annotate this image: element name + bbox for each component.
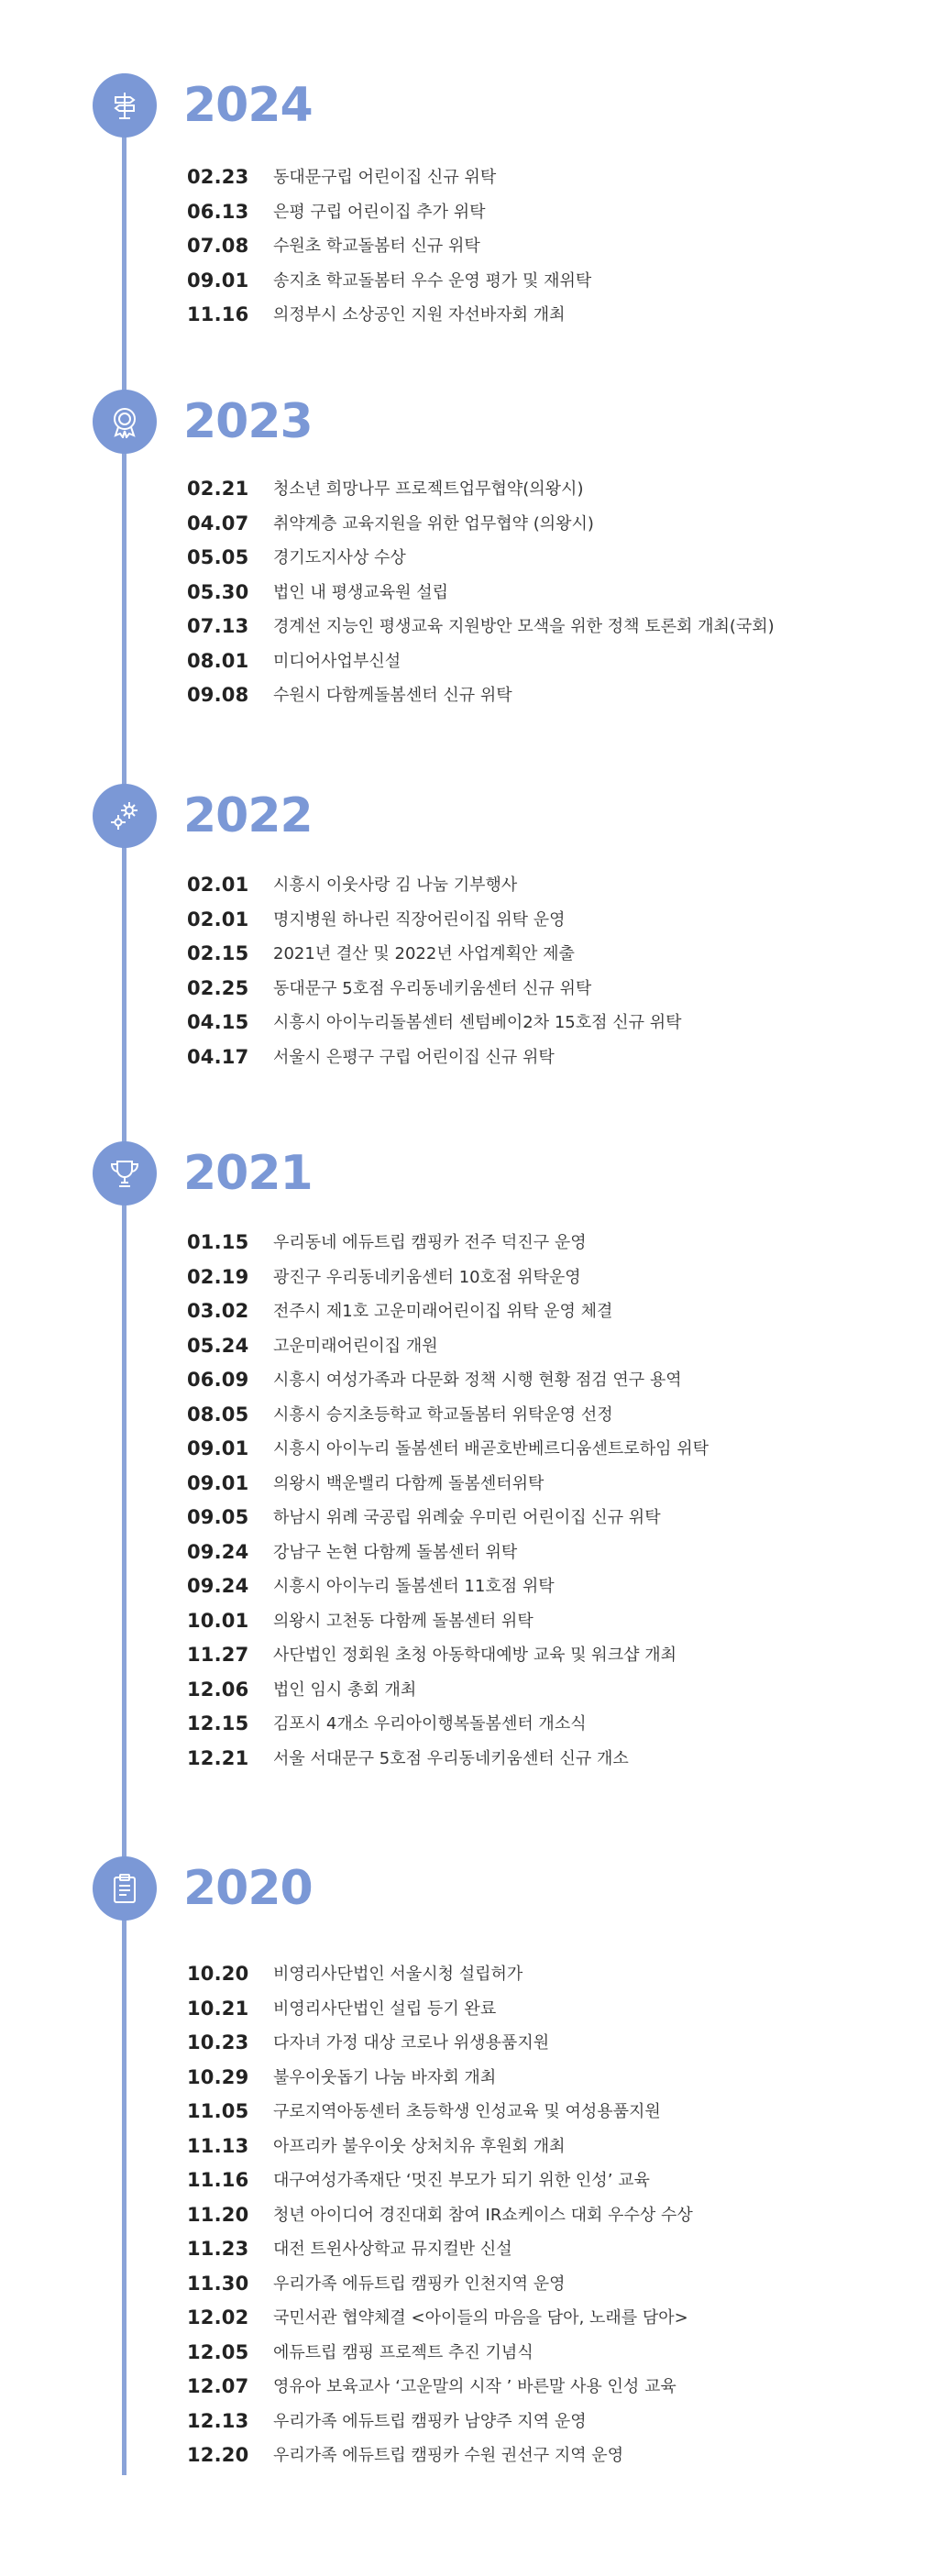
event-description: 송지초 학교돌봄터 우수 운영 평가 및 재위탁 — [273, 270, 592, 291]
event-description: 비영리사단법인 서울시청 설립허가 — [273, 1965, 523, 1984]
year-section-2021 — [0, 1141, 935, 1769]
event-description: 2021년 결산 및 2022년 사업계획안 제출 — [273, 944, 575, 963]
event-date: 11.16 — [187, 303, 249, 325]
event-item — [0, 1398, 935, 1432]
event-date: 07.08 — [187, 235, 249, 257]
event-item — [0, 2267, 935, 2301]
event-description: 다자녀 가정 대상 코로나 위생용품지원 — [273, 2033, 550, 2053]
event-item — [0, 2301, 935, 2335]
event-description: 서울 서대문구 5호점 우리동네키움센터 신규 개소 — [273, 1748, 629, 1768]
event-date: 06.13 — [187, 200, 249, 223]
event-date: 09.01 — [187, 269, 249, 292]
event-date: 09.08 — [187, 684, 249, 706]
year-header — [0, 390, 935, 454]
event-item — [0, 1673, 935, 1707]
event-item — [0, 903, 935, 937]
event-item — [0, 2095, 935, 2129]
event-description: 우리가족 에듀트립 캠핑카 인천지역 운영 — [273, 2273, 566, 2294]
event-description: 비영리사단법인 설립 등기 완료 — [273, 1998, 497, 2019]
event-item — [0, 937, 935, 971]
event-item — [0, 1294, 935, 1328]
year-heading: 2022 — [183, 788, 313, 843]
event-description: 아프리카 불우이웃 상처치유 후원회 개최 — [273, 2136, 566, 2156]
event-date: 11.27 — [187, 1644, 249, 1666]
event-date: 10.29 — [187, 2065, 249, 2088]
event-description: 시흥시 아이누리돌봄센터 센텀베이2차 15호점 신규 위탁 — [273, 1013, 682, 1032]
event-item — [0, 1329, 935, 1363]
year-header — [0, 1141, 935, 1205]
event-item — [0, 868, 935, 902]
year-header — [0, 73, 935, 138]
event-description: 법인 내 평생교육원 설립 — [273, 582, 449, 602]
event-item — [0, 541, 935, 575]
event-item — [0, 195, 935, 229]
event-item — [0, 1536, 935, 1569]
event-description: 고운미래어린이집 개원 — [273, 1336, 438, 1356]
event-date: 12.02 — [187, 2306, 249, 2328]
event-date: 02.19 — [187, 1265, 249, 1288]
event-description: 의왕시 고천동 다함께 돌봄센터 위탁 — [273, 1611, 534, 1631]
event-item — [0, 972, 935, 1006]
event-item — [0, 2026, 935, 2060]
event-date: 11.23 — [187, 2238, 249, 2260]
award-badge-icon — [93, 390, 157, 454]
event-description: 경기도지사상 수상 — [273, 548, 406, 567]
event-item — [0, 298, 935, 332]
event-date: 12.07 — [187, 2375, 249, 2397]
event-date: 09.05 — [187, 1506, 249, 1528]
event-date: 05.05 — [187, 546, 249, 568]
event-description: 동대문구 5호점 우리동네키움센터 신규 위탁 — [273, 978, 592, 998]
event-description: 전주시 제1호 고운미래어린이집 위탁 운영 체결 — [273, 1302, 613, 1321]
event-item — [0, 2370, 935, 2404]
event-description: 국민서관 협약체결 <아이들의 마음을 담아, 노래를 담아> — [273, 2308, 688, 2328]
year-header — [0, 784, 935, 848]
event-date: 04.15 — [187, 1011, 249, 1033]
year-section-2022 — [0, 784, 935, 1068]
event-date: 12.05 — [187, 2340, 249, 2363]
event-description: 시흥시 아이누리 돌봄센터 11호점 위탁 — [273, 1577, 555, 1596]
year-heading: 2023 — [183, 394, 313, 449]
event-description: 시흥시 승지초등학교 학교돌봄터 위탁운영 선정 — [273, 1404, 613, 1425]
event-date: 02.21 — [187, 478, 249, 500]
event-date: 10.20 — [187, 1963, 249, 1985]
event-date: 11.30 — [187, 2272, 249, 2295]
gears-icon — [93, 784, 157, 848]
event-date: 06.09 — [187, 1369, 249, 1391]
event-item — [0, 2232, 935, 2266]
event-item — [0, 2405, 935, 2438]
event-date: 12.21 — [187, 1746, 249, 1769]
trophy-icon — [93, 1141, 157, 1205]
event-item — [0, 1742, 935, 1776]
event-description: 청년 아이디어 경진대회 참여 IR쇼케이스 대회 우수상 수상 — [273, 2205, 693, 2225]
event-description: 우리동네 에듀트립 캠핑카 전주 덕진구 운영 — [273, 1233, 587, 1252]
event-description: 대구여성가족재단 ‘멋진 부모가 되기 위한 인성’ 교육 — [273, 2171, 650, 2190]
event-item — [0, 1957, 935, 1991]
event-item — [0, 160, 935, 194]
event-description: 광진구 우리동네키움센터 10호점 위탁운영 — [273, 1267, 581, 1287]
event-date: 09.01 — [187, 1471, 249, 1494]
year-heading: 2024 — [183, 78, 313, 133]
event-item — [0, 2438, 935, 2472]
year-header — [0, 1856, 935, 1921]
event-description: 에듀트립 캠핑 프로젝트 추진 기념식 — [273, 2342, 534, 2362]
year-heading: 2020 — [183, 1861, 313, 1916]
event-item — [0, 1707, 935, 1741]
event-description: 의왕시 백운밸리 다함께 돌봄센터위탁 — [273, 1473, 544, 1493]
event-description: 시흥시 이웃사랑 김 나눔 기부행사 — [273, 875, 518, 895]
event-item — [0, 1638, 935, 1672]
event-description: 경계선 지능인 평생교육 지원방안 모색을 위한 정책 토론회 개최(국회) — [273, 617, 775, 636]
event-description: 구로지역아동센터 초등학생 인성교육 및 여성용품지원 — [273, 2102, 661, 2121]
event-date: 09.01 — [187, 1437, 249, 1459]
event-description: 하남시 위례 국공립 위례숲 우미린 어린이집 신규 위탁 — [273, 1508, 661, 1527]
event-item — [0, 1467, 935, 1501]
event-item — [0, 1432, 935, 1466]
event-description: 영유아 보육교사 ‘고운말의 시작 ’ 바른말 사용 인성 교육 — [273, 2377, 676, 2396]
event-item — [0, 1604, 935, 1638]
event-description: 미디어사업부신설 — [273, 651, 402, 671]
event-date: 02.25 — [187, 976, 249, 999]
event-description: 명지병원 하나린 직장어린이집 위탁 운영 — [273, 909, 566, 930]
event-description: 취약계층 교육지원을 위한 업무협약 (의왕시) — [273, 513, 594, 534]
event-description: 수원시 다함께돌봄센터 신규 위탁 — [273, 686, 512, 705]
event-description: 의정부시 소상공인 지원 자선바자회 개최 — [273, 305, 566, 325]
event-item — [0, 1226, 935, 1260]
event-date: 11.20 — [187, 2203, 249, 2226]
event-item — [0, 1501, 935, 1535]
event-item — [0, 1569, 935, 1603]
event-date: 02.01 — [187, 874, 249, 896]
event-description: 서울시 은평구 구립 어린이집 신규 위탁 — [273, 1047, 555, 1067]
event-item — [0, 1363, 935, 1397]
event-date: 12.13 — [187, 2409, 249, 2432]
event-item — [0, 264, 935, 298]
event-date: 04.17 — [187, 1045, 249, 1068]
event-description: 김포시 4개소 우리아이행복돌봄센터 개소식 — [273, 1714, 587, 1734]
event-date: 09.24 — [187, 1575, 249, 1597]
event-date: 10.01 — [187, 1609, 249, 1632]
event-description: 불우이웃돕기 나눔 바자회 개최 — [273, 2067, 497, 2087]
event-date: 09.24 — [187, 1540, 249, 1563]
event-date: 04.07 — [187, 512, 249, 534]
event-description: 은평 구립 어린이집 추가 위탁 — [273, 202, 486, 222]
event-description: 법인 임시 총회 개최 — [273, 1679, 417, 1700]
event-date: 05.24 — [187, 1334, 249, 1357]
event-date: 02.23 — [187, 166, 249, 188]
event-date: 03.02 — [187, 1300, 249, 1322]
year-heading: 2021 — [183, 1146, 313, 1201]
event-item — [0, 576, 935, 610]
event-date: 12.20 — [187, 2444, 249, 2466]
event-item — [0, 1260, 935, 1294]
year-section-2020 — [0, 1856, 935, 2466]
event-date: 02.15 — [187, 942, 249, 964]
event-item — [0, 2336, 935, 2370]
event-item — [0, 610, 935, 644]
event-date: 01.15 — [187, 1231, 249, 1253]
event-date: 08.01 — [187, 649, 249, 672]
event-item — [0, 2130, 935, 2163]
event-date: 11.13 — [187, 2134, 249, 2157]
signpost-icon — [93, 73, 157, 138]
event-description: 대전 트윈사상학교 뮤지컬반 신설 — [273, 2240, 512, 2259]
clipboard-icon — [93, 1856, 157, 1921]
event-date: 08.05 — [187, 1403, 249, 1426]
event-date: 11.16 — [187, 2169, 249, 2191]
event-item — [0, 2061, 935, 2095]
event-description: 시흥시 아이누리 돌봄센터 배곧호반베르디움센트로하임 위탁 — [273, 1439, 709, 1459]
event-description: 우리가족 에듀트립 캠핑카 남양주 지역 운영 — [273, 2411, 587, 2431]
event-date: 05.30 — [187, 580, 249, 603]
event-item — [0, 678, 935, 712]
event-item — [0, 644, 935, 678]
event-item — [0, 507, 935, 541]
event-description: 동대문구립 어린이집 신규 위탁 — [273, 168, 497, 187]
event-item — [0, 229, 935, 263]
event-item — [0, 472, 935, 506]
event-date: 02.01 — [187, 908, 249, 930]
event-description: 청소년 희망나무 프로젝트업무협약(의왕시) — [273, 479, 584, 499]
event-description: 우리가족 에듀트립 캠핑카 수원 권선구 지역 운영 — [273, 2446, 624, 2465]
event-item — [0, 2198, 935, 2232]
event-date: 11.05 — [187, 2100, 249, 2122]
event-date: 07.13 — [187, 615, 249, 637]
event-item — [0, 1040, 935, 1074]
event-date: 12.06 — [187, 1678, 249, 1701]
event-item — [0, 1992, 935, 2026]
event-description: 사단법인 정회원 초청 아동학대예방 교육 및 워크샵 개최 — [273, 1646, 676, 1665]
event-description: 강남구 논현 다함께 돌봄센터 위탁 — [273, 1542, 518, 1562]
event-description: 수원초 학교돌봄터 신규 위탁 — [273, 237, 480, 256]
year-section-2024 — [0, 73, 935, 325]
event-date: 12.15 — [187, 1712, 249, 1734]
event-item — [0, 2163, 935, 2197]
event-date: 10.21 — [187, 1997, 249, 2020]
event-date: 10.23 — [187, 2031, 249, 2053]
event-item — [0, 1006, 935, 1040]
year-section-2023 — [0, 390, 935, 706]
event-description: 시흥시 여성가족과 다문화 정책 시행 현황 점검 연구 용역 — [273, 1371, 682, 1390]
